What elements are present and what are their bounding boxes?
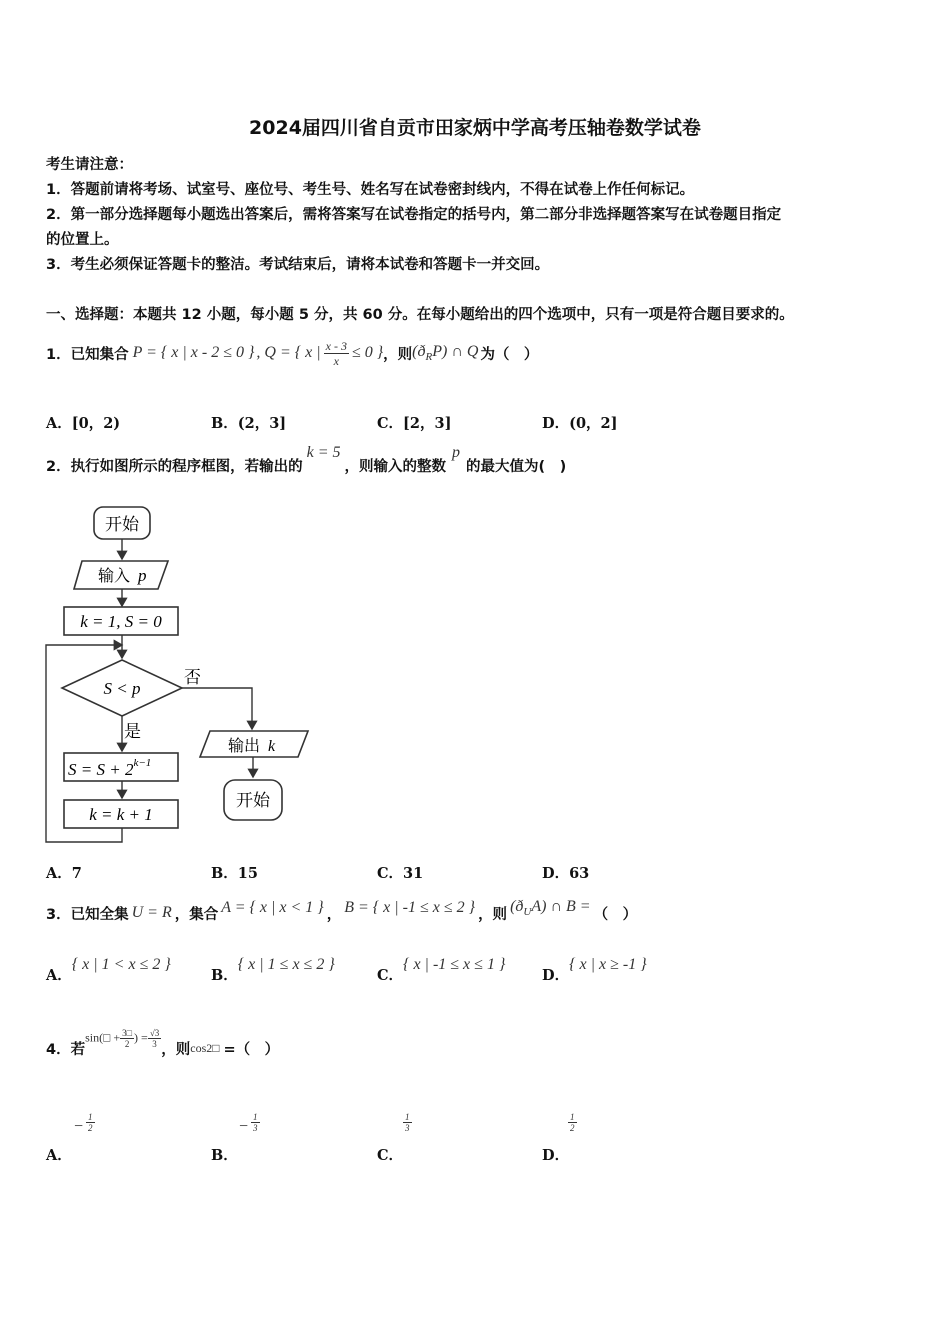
notice-item-2b: 的位置上。 <box>46 232 119 248</box>
flow-update-k-label: k = k + 1 <box>89 805 153 824</box>
q3-option-b: B． { x | 1 ≤ x ≤ 2 } <box>211 955 335 984</box>
q3-suffix: （ ） <box>593 906 638 923</box>
q1-suffix: 为（ ） <box>480 346 539 363</box>
q1-expr: $(ð_RP)$ ∩ Q <box>412 342 479 364</box>
q1-then: ，则 <box>383 346 413 363</box>
question-3 <box>46 896 637 930</box>
notice-item-1: 1．答题前请将考场、试室号、座位号、考生号、姓名写在试卷密封线内，不得在试卷上作任何标记。 <box>46 182 695 198</box>
q4-option-b: − $\frac{1}{3}$ B． <box>211 1112 258 1164</box>
q1-set-q-left: , Q = { x | <box>256 344 321 361</box>
q4-option-d: $\frac{1}{2}$ D． <box>542 1112 575 1164</box>
q3-set-a: A = { x | x < 1 } <box>221 899 324 916</box>
q2-option-d: D．63 <box>542 865 590 882</box>
q1-option-a: A．[0，2) <box>46 415 121 432</box>
q1-set-p: P = { x | x - 2 ≤ 0 } <box>132 344 255 361</box>
flow-output-label: 输出 <box>228 736 261 755</box>
question-1 <box>46 330 538 376</box>
q2-k-expr: k = 5 <box>306 444 341 461</box>
q2-p-var: p <box>452 444 460 461</box>
q4-option-c: $\frac{1}{3}$ C． <box>377 1112 410 1164</box>
q1-set-q-right: ≤ 0 } <box>351 344 384 361</box>
q3-set-b: B = { x | -1 ≤ x ≤ 2 } <box>344 899 476 916</box>
q1-prefix: 1．已知集合 <box>46 346 129 363</box>
flow-decision-label: S < p <box>103 679 141 698</box>
q3-prefix: 3．已知全集 <box>46 906 129 923</box>
page-title: 2024届四川省自贡市田家炳中学高考压轴卷数学试卷 <box>249 117 701 139</box>
section-heading: 一、选择题：本题共 12 小题，每小题 5 分，共 60 分。在每小题给出的四个选项中，只有一项是符合题目要求的。 <box>46 307 794 323</box>
question-2 <box>46 442 566 476</box>
notice-item-2a: 2．第一部分选择题每小题选出答案后，需将答案写在试卷指定的括号内，第二部分非选择题答案写在试卷题目指定 <box>46 207 782 223</box>
flow-no-label: 否 <box>184 668 201 688</box>
q4-suffix: =（ ） <box>223 1041 280 1058</box>
q4-option-a: − $\frac{1}{2}$ A． <box>46 1112 93 1164</box>
q3-option-d: D． { x | x ≥ -1 } <box>542 955 647 984</box>
flow-end-label: 开始 <box>236 791 270 811</box>
q2-option-c: C．31 <box>377 865 424 882</box>
q3-comma: ， <box>326 906 342 923</box>
q4-then: ，则 <box>161 1041 191 1058</box>
flow-output-var: k <box>268 738 276 755</box>
q1-option-c: C．[2，3] <box>377 415 452 432</box>
flow-update-s-label: $S = S + 2^{k-1}$ <box>68 757 152 779</box>
q2-suffix: 的最大值为( ) <box>466 459 567 475</box>
q4-cos-expr: cos2□ <box>190 1040 220 1055</box>
flowchart <box>40 495 320 850</box>
q2-prefix: 2．执行如图所示的程序框图，若输出的 <box>46 459 303 475</box>
q3-expr: $(ð_UA)$ ∩ B = <box>510 897 591 919</box>
q4-prefix: 4．若 <box>46 1041 86 1058</box>
q2-option-a: A．7 <box>46 865 82 882</box>
q3-universe: U = R <box>131 904 172 921</box>
flow-input-var: p <box>138 566 147 585</box>
notice-item-3: 3．考生必须保证答题卡的整洁。考试结束后，请将本试卷和答题卡一并交回。 <box>46 257 550 273</box>
flow-init-label: k = 1, S = 0 <box>80 612 162 631</box>
q1-option-b: B．(2，3] <box>211 415 287 432</box>
q4-sin-expr: sin(□ + $\frac{3□}{2}$ ) = $\frac{√3}{3}$ <box>85 1027 160 1049</box>
q3-option-a: A． { x | 1 < x ≤ 2 } <box>46 955 171 984</box>
q1-option-d: D．(0，2] <box>542 415 618 432</box>
q2-option-b: B．15 <box>211 865 258 882</box>
q3-set-word: ，集合 <box>174 906 219 923</box>
q1-set-q-fraction: $\frac{x - 3}{x}$ <box>325 338 347 368</box>
q2-middle: ，则输入的整数 <box>344 459 446 475</box>
question-4 <box>46 1022 279 1062</box>
q3-then: ，则 <box>478 906 508 923</box>
notice-heading: 考生请注意： <box>46 157 133 173</box>
flow-yes-label: 是 <box>124 722 141 742</box>
flow-input-label: 输入 <box>98 566 131 585</box>
flow-start-label: 开始 <box>105 515 139 535</box>
q3-option-c: C． { x | -1 ≤ x ≤ 1 } <box>377 955 506 984</box>
